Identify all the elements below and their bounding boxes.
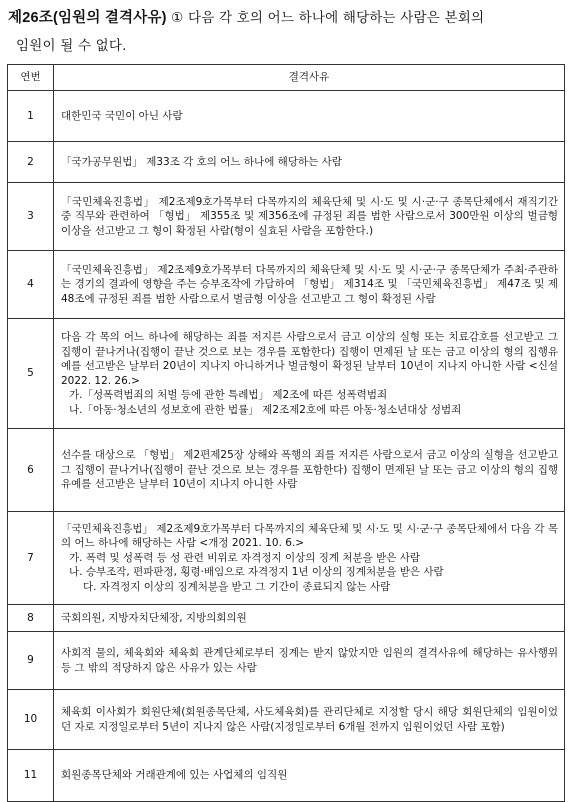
reason-text: 다음 각 목의 어느 하나에 해당하는 죄를 저지른 사람으로서 금고 이상의 실형 또는 치료감호를 선고받고 그 집행이 끝나거나(집행이 끝난 것으로 보는 경우를 포함한다) 집행이 면제된 날 또는 금고 이상의 형의 집행유예를 선고받은 날부터 20년이 지나지 아니하거나 벌금형이 확정된 날부터 10년이 지나지 아니한 사람 <신설 2022. 12. 26.> [61,331,558,387]
table-row [8,512,565,605]
row-reason [54,750,565,802]
reason-text: 「국민체육진흥법」 제2조제9호가목부터 다목까지의 체육단체 및 시·도 및 시·군·구 종목단체가 주최·주관하는 경기의 결과에 영향을 주는 승부조작에 가담하여 「형법」 제314조 및 「국민체육진흥법」 제47조 및 제48조에 규정된 죄를 범한 사람으로서 벌금형 이상을 선고받고 그 형이 확정된 사람 [61,263,558,305]
row-number: 10 [8,690,54,750]
row-number: 2 [8,142,54,183]
row-number: 7 [8,512,54,605]
table-row [8,690,565,750]
row-number: 3 [8,183,54,251]
reason-text: 「국민체육진흥법」 제2조제9호가목부터 다목까지의 체육단체 및 시·도 및 시·군·구 종목단체에서 재직기간 중 직무와 관련하여 「형법」 제355조 및 제356조에 규정된 죄를 범한 사람으로서 300만원 이상의 벌금형이상을 선고받고 그 형이 확정된 사람(형이 실효된 사람을 포함한다.) [61,195,558,237]
row-reason [54,429,565,512]
row-reason [54,142,565,183]
table-row [8,183,565,251]
disqualification-table [7,64,565,802]
reason-text: 「국민체육진흥법」 제2조제9호가목부터 다목까지의 체육단체 및 시·도 및 시·군·구 종목단체에서 다음 각 목의 어느 하나에 해당하는 사람 <개정 2021. 10. 6.> [61,522,558,550]
article-intro [8,4,564,60]
article-text-line2: 임원이 될 수 없다. [16,38,127,54]
reason-text: 대한민국 국민이 아닌 사람 [61,109,183,122]
row-reason [54,632,565,690]
row-reason [54,183,565,251]
table-row [8,142,565,183]
reason-subitem: 가. 폭력 및 성폭력 등 성 관련 비위로 자격정지 이상의 징계 처분을 받은 사람 [69,551,421,564]
article-title: 제26조(임원의 결격사유) [8,10,167,26]
row-number: 6 [8,429,54,512]
row-number: 4 [8,251,54,319]
row-number: 8 [8,605,54,632]
row-number: 1 [8,91,54,142]
reason-subitem: 나.「아동·청소년의 성보호에 관한 법률」 제2조제2호에 따른 아동·청소년대상 성범죄 [69,403,462,416]
row-number: 9 [8,632,54,690]
table-header-row [8,65,565,91]
table-row [8,605,565,632]
reason-text: 선수를 대상으로 「형법」 제2편제25장 상해와 폭행의 죄를 저지른 사람으로서 금고 이상의 실형을 선고받고 그 집행이 끝나거나(집행이 끝난 것으로 보는 경우를 포함한다) 집행이 면제된 날 또는 금고 이상의 형의 집행유예를 선고받은 날부터 10년이 지나지 아니한 사람 [61,449,558,491]
reason-text: 회원종목단체와 거래관계에 있는 사업체의 임직원 [61,769,288,782]
row-reason [54,251,565,319]
table-row [8,91,565,142]
row-number: 11 [8,750,54,802]
table-row [8,429,565,512]
row-reason [54,319,565,429]
table-row [8,319,565,429]
reason-text: 체육회 이사회가 회원단체(회원종목단체, 사도체육회)를 관리단체로 지정할 당시 해당 회원단체의 임원이었던 자로 지정일로부터 5년이 지나지 않은 사람(지정일로부터 6개월 전까지 임원이었던 사람 포함) [61,706,558,733]
row-number: 5 [8,319,54,429]
row-reason [54,512,565,605]
header-reason: 결격사유 [54,65,565,91]
reason-text: 「국가공무원법」 제33조 각 호의 어느 하나에 해당하는 사람 [61,155,342,168]
row-reason [54,91,565,142]
row-reason [54,605,565,632]
table-row [8,750,565,802]
reason-subitem: 다. 자격정지 이상의 징계처분을 받고 그 기간이 종료되지 않는 사람 [83,580,391,593]
table-row [8,632,565,690]
article-text-line1: ① 다음 각 호의 어느 하나에 해당하는 사람은 본회의 [166,10,485,26]
reason-subitem: 나. 승부조작, 편파판정, 횡령·배임으로 자격정지 1년 이상의 징계처분을 받은 사람 [69,566,444,579]
row-reason [54,690,565,750]
reason-text: 사회적 물의, 체육회와 체육회 관계단체로부터 징계는 받지 않았지만 임원의 결격사유에 해당하는 유사행위 등 그 밖의 적당하지 않은 사유가 있는 사람 [61,647,558,674]
reason-text: 국회의원, 지방자치단체장, 지방의회의원 [61,611,247,624]
table-row [8,251,565,319]
header-number: 연번 [8,65,54,91]
reason-subitem: 가.「성폭력범죄의 처벌 등에 관한 특례법」 제2조에 따른 성폭력범죄 [69,389,388,401]
